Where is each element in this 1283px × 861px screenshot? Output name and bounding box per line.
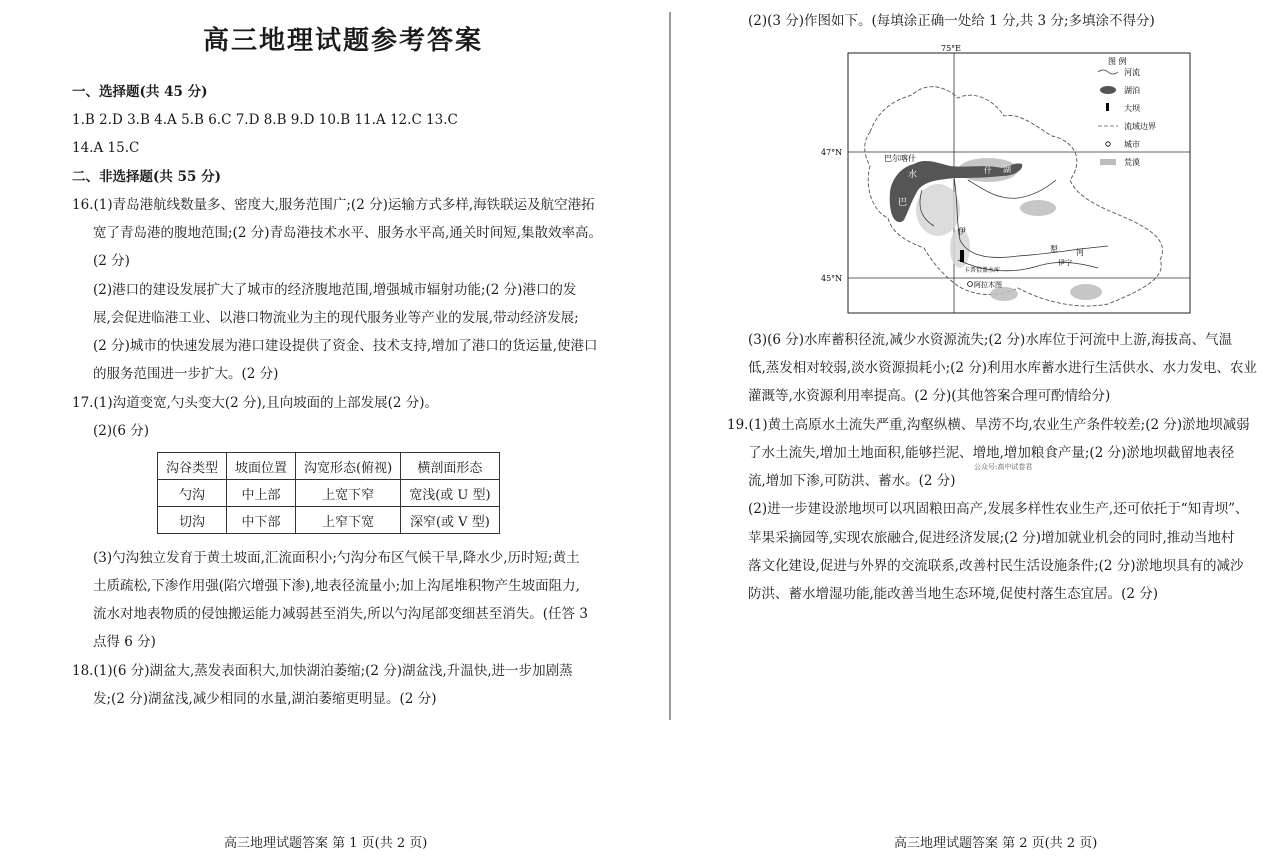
legend-dam-swatch (1106, 103, 1109, 111)
answer-line: (2)港口的建设发展扩大了城市的经济腹地范围,增强城市辐射功能;(2 分)港口的发 (93, 282, 577, 298)
desert-patch (916, 184, 960, 236)
table-cell: 勺沟 (158, 480, 227, 507)
answer-line: 的服务范围进一步扩大。(2 分) (93, 366, 279, 382)
desert-patch (990, 287, 1018, 301)
answer-line: 14.A 15.C (72, 140, 140, 156)
page-footer: 高三地理试题答案 第 1 页(共 2 页) (224, 836, 428, 851)
legend-item: 湖泊 (1124, 86, 1140, 95)
table-header-row (158, 453, 500, 480)
answer-line: 点得 6 分) (93, 634, 156, 650)
legend-city-swatch (1106, 142, 1110, 146)
map-label: 犁 (1050, 245, 1058, 254)
answer-line: (2 分)城市的快速发展为港口建设提供了资金、技术支持,增加了港口的货运量,使港口 (93, 338, 598, 354)
answer-line: 16.(1)青岛港航线数量多、密度大,服务范围广;(2 分)运输方式多样,海铁联运及航空港拓 (72, 197, 595, 213)
table-header-cell: 坡面位置 (227, 453, 296, 480)
lat-label-bottom: 45°N (821, 274, 843, 283)
city-marker (968, 282, 973, 287)
section-heading: 一、选择题(共 45 分) (72, 84, 208, 100)
legend-lake-swatch (1100, 86, 1116, 94)
lat-label-top: 47°N (821, 148, 843, 157)
legend-item: 流域边界 (1124, 122, 1156, 131)
answer-line: 苹果采摘园等,实现农旅融合,促进经济发展;(2 分)增加就业机会的同时,推动当地村 (748, 530, 1235, 546)
table-header-cell: 沟谷类型 (158, 453, 227, 480)
river-basin-map (808, 40, 1208, 320)
lake-label: 湖 (1003, 165, 1011, 174)
answer-line: (2)进一步建设淤地坝可以巩固粮田高产,发展多样性农业生产,还可依托于“知青坝”、 (748, 501, 1249, 517)
lake-label: 水 (908, 170, 918, 180)
answer-line: 灌溉等,水资源利用率提高。(2 分)(其他答案合理可酌情给分) (748, 388, 1111, 404)
table-cell: 中上部 (227, 480, 296, 507)
legend-title: 图 例 (1108, 57, 1127, 66)
section-heading: 二、非选择题(共 55 分) (72, 169, 221, 185)
answer-line: 18.(1)(6 分)湖盆大,蒸发表面积大,加快湖泊萎缩;(2 分)湖盆浅,升温快,进一步加剧蒸 (72, 663, 573, 679)
table-row (158, 480, 500, 507)
balkhash-label: 巴尔喀什 (884, 154, 916, 163)
answer-line: 1.B 2.D 3.B 4.A 5.B 6.C 7.D 8.B 9.D 10.B 11.A 12.C 13.C (72, 112, 458, 128)
answer-line: 土质疏松,下渗作用强(陷穴增强下渗),地表径流量小;加上沟尾堆积物产生坡面阻力, (93, 578, 580, 594)
answer-line: 17.(1)沟道变宽,勺头变大(2 分),且向坡面的上部发展(2 分)。 (72, 395, 439, 411)
answer-line: (2)(3 分)作图如下。(每填涂正确一处给 1 分,共 3 分;多填涂不得分) (748, 13, 1155, 29)
table-cell: 中下部 (227, 507, 296, 534)
table-cell: 上窄下宽 (296, 507, 401, 534)
map-label: 伊宁 (1058, 259, 1072, 267)
map-label: 伊 (958, 227, 966, 236)
answer-line: 低,蒸发相对较弱,淡水资源损耗小;(2 分)利用水库蓄水进行生活供水、水力发电、农业 (748, 360, 1258, 376)
lon-label: 75°E (941, 44, 962, 53)
table-header-cell: 沟宽形态(俯视) (296, 453, 401, 480)
answer-line: 流,增加下渗,可防洪、蓄水。(2 分) (748, 473, 956, 489)
lake-label: 巴 (898, 198, 908, 208)
answer-line: 宽了青岛港的腹地范围;(2 分)青岛港技术水平、服务水平高,通关时间短,集散效率高。 (93, 225, 603, 241)
answer-table (157, 452, 500, 534)
page-footer: 高三地理试题答案 第 2 页(共 2 页) (894, 836, 1098, 851)
answer-line: 19.(1)黄土高原水土流失严重,沟壑纵横、旱涝不均,农业生产条件较差;(2 分)淤地坝减弱 (727, 417, 1250, 433)
legend-item: 荒漠 (1124, 158, 1140, 167)
dam-label: 卡普恰盖水库 (964, 267, 1001, 274)
table-row (158, 507, 500, 534)
desert-patch (1020, 200, 1056, 216)
map-label: 河 (1076, 248, 1084, 257)
table-cell: 深窄(或 V 型) (401, 507, 499, 534)
legend-desert-swatch (1100, 159, 1116, 165)
page-title: 高三地理试题参考答案 (202, 26, 483, 56)
table-cell: 上宽下窄 (296, 480, 401, 507)
answer-line: (3)(6 分)水库蓄积径流,减少水资源流失;(2 分)水库位于河流中上游,海拔高、气温 (748, 332, 1233, 348)
legend-item: 河流 (1124, 68, 1140, 77)
desert-patch (1070, 284, 1102, 300)
lake-label: 什 (984, 166, 992, 175)
watermark-text: 公众号:高中试卷君 (974, 463, 1033, 471)
legend-item: 城市 (1124, 140, 1140, 149)
answer-line: (2)(6 分) (93, 423, 150, 439)
answer-line: 流水对地表物质的侵蚀搬运能力减弱甚至消失,所以勺沟尾部变细甚至消失。(任答 3 (93, 606, 588, 622)
column-divider (669, 12, 671, 720)
table-cell: 切沟 (158, 507, 227, 534)
table-header-cell: 横剖面形态 (401, 453, 499, 480)
answer-line: 展,会促进临港工业、以港口物流业为主的现代服务业等产业的发展,带动经济发展; (93, 310, 579, 326)
answer-line: 落文化建设,促进与外界的交流联系,改善村民生活设施条件;(2 分)淤地坝具有的减沙 (748, 558, 1244, 574)
legend-item: 大坝 (1124, 104, 1140, 113)
dam-marker (960, 250, 964, 262)
city-label: 阿拉木图 (974, 281, 1002, 289)
answer-line: 发;(2 分)湖盆浅,减少相同的水量,湖泊萎缩更明显。(2 分) (93, 691, 437, 707)
answer-line: 了水土流失,增加土地面积,能够拦泥、增地,增加粮食产量;(2 分)淤地坝截留地表径 (748, 445, 1235, 461)
answer-line: (3)勺沟独立发育于黄土坡面,汇流面积小;勺沟分布区气候干旱,降水少,历时短;黄土 (93, 550, 580, 566)
answer-line: 防洪、蓄水增湿功能,能改善当地生态环境,促使村落生态宜居。(2 分) (748, 586, 1158, 602)
answer-line: (2 分) (93, 253, 130, 269)
table-cell: 宽浅(或 U 型) (401, 480, 499, 507)
